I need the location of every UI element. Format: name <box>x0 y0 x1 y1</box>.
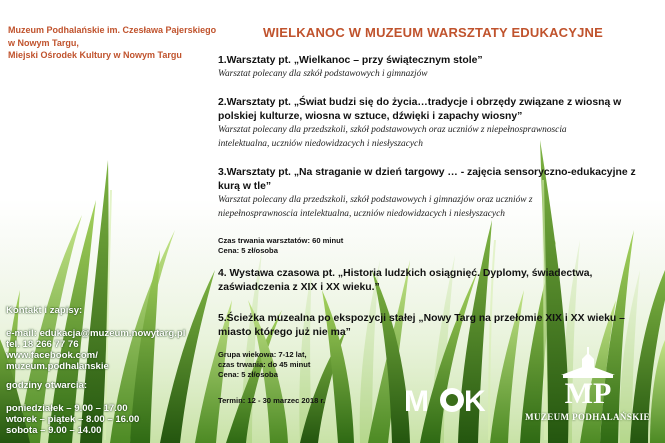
workshop-1 <box>218 54 643 82</box>
hours-monday: poniedziałek – 9.00 – 17.00 <box>6 403 128 414</box>
museum-podhalanskie-logo <box>520 345 655 422</box>
path-duration-text: czas trwania: do 45 minut <box>218 360 311 370</box>
contact-info <box>6 305 206 436</box>
svg-text:M: M <box>404 385 427 415</box>
workshop-1-title: 1.Warsztaty pt. „Wielkanoc – przy świątecznym stole” <box>218 55 483 66</box>
workshop-3-title-line-2: kurą w tle” <box>218 181 272 192</box>
workshop-2-title-line-2: polskiej kulturze, wiosna w sztuce, dźwięki i zapachy wiosny” <box>218 111 523 122</box>
contact-email[interactable]: e-mail: edukacja@muzeum.nowytarg.pl <box>6 328 186 339</box>
workshop-3 <box>218 166 643 221</box>
organizer-line-3: Miejski Ośrodek Kultury w Nowym Targu <box>8 50 182 60</box>
contact-facebook-path[interactable]: muzeum.podhalanskie <box>6 361 109 372</box>
mok-logo <box>404 385 492 420</box>
termin-text: Termin: 12 - 30 marzec 2018 r. <box>218 396 326 405</box>
museum-path-5 <box>218 312 643 340</box>
workshop-2-desc-line-2: intelektualna, uczniów niedowidzacych i niesłyszacych <box>218 138 423 149</box>
mok-logo-graphic <box>404 385 492 415</box>
duration-text: Czas trwania warsztatów: 60 minut <box>218 236 344 245</box>
contact-heading: Kontakt i zapisy: <box>6 305 83 316</box>
workshop-2-title-line-1: 2.Warsztaty pt. „Świat budzi się do życia…tradycje i obrzędy związane z wiosną w <box>218 97 622 108</box>
workshop-3-desc-line-1: Warsztat polecany dla przedszkoli, szkół podstawowych i gimnazjów oraz uczniów z <box>218 195 533 205</box>
hours-saturday: sobota – 9.00 – 14.00 <box>6 425 102 436</box>
contact-facebook[interactable]: www.facebook.com/ <box>6 350 98 361</box>
workshop-2 <box>218 96 643 151</box>
hours-tue-fri: wtorek – piątek – 8.00 – 16.00 <box>6 414 140 425</box>
path-price-text: Cena: 5 zł/osoba <box>218 370 278 380</box>
workshop-1-desc: Warsztat polecany dla szkół podstawowych i gimnazjów <box>218 69 428 79</box>
exhibition-4-title-line-1: 4. Wystawa czasowa pt. „Historia ludzkich osiągnięć. Dyplomy, świadectwa, <box>218 268 593 279</box>
workshop-duration <box>218 236 643 256</box>
poster-title: WIELKANOC W MUZEUM WARSZTATY EDUKACYJNE <box>263 25 604 40</box>
organizer-line-2: w Nowym Targu, <box>8 37 79 48</box>
opening-hours-heading: godziny otwarcia: <box>6 380 88 391</box>
price-text: Cena: 5 zł/osoba <box>218 246 278 256</box>
museum-path-5-title-line-1: 5.Ścieżka muzealna po ekspozycji stałej „Nowy Targ na przełomie XIX i XX wieku – <box>218 313 625 324</box>
organizer-line-1: Muzeum Podhalańskie im. Czesława Pajerskiego <box>8 25 217 35</box>
svg-text:MP: MP <box>564 377 611 405</box>
contact-phone[interactable]: tel. 18 266 77 76 <box>6 339 79 350</box>
museum-building-icon <box>553 345 623 405</box>
exhibition-4-title-line-2: zaświadczenia z XIX i XX wieku.” <box>218 282 380 293</box>
age-group-text: Grupa wiekowa: 7-12 lat, <box>218 350 307 359</box>
museum-caption: MUZEUM PODHALAŃSKIE <box>525 412 650 422</box>
organizers <box>8 24 218 62</box>
museum-path-5-title-line-2: miasto którego już nie ma” <box>218 327 351 338</box>
workshop-3-title-line-1: 3.Warsztaty pt. „Na straganie w dzień targowy … - zajęcia sensoryczno-edukacyjne z <box>218 167 636 178</box>
workshop-2-desc-line-1: Warsztat polecany dla przedszkoli, szkół podstawowych oraz uczniów z niepełnosprawnoscia <box>218 125 567 135</box>
workshop-3-desc-line-2: niepełnosprawnoscia intelektualna, uczniów niedowidzacych i niesłyszacych <box>218 208 505 219</box>
exhibition-4 <box>218 267 643 295</box>
svg-text:K: K <box>464 385 486 415</box>
